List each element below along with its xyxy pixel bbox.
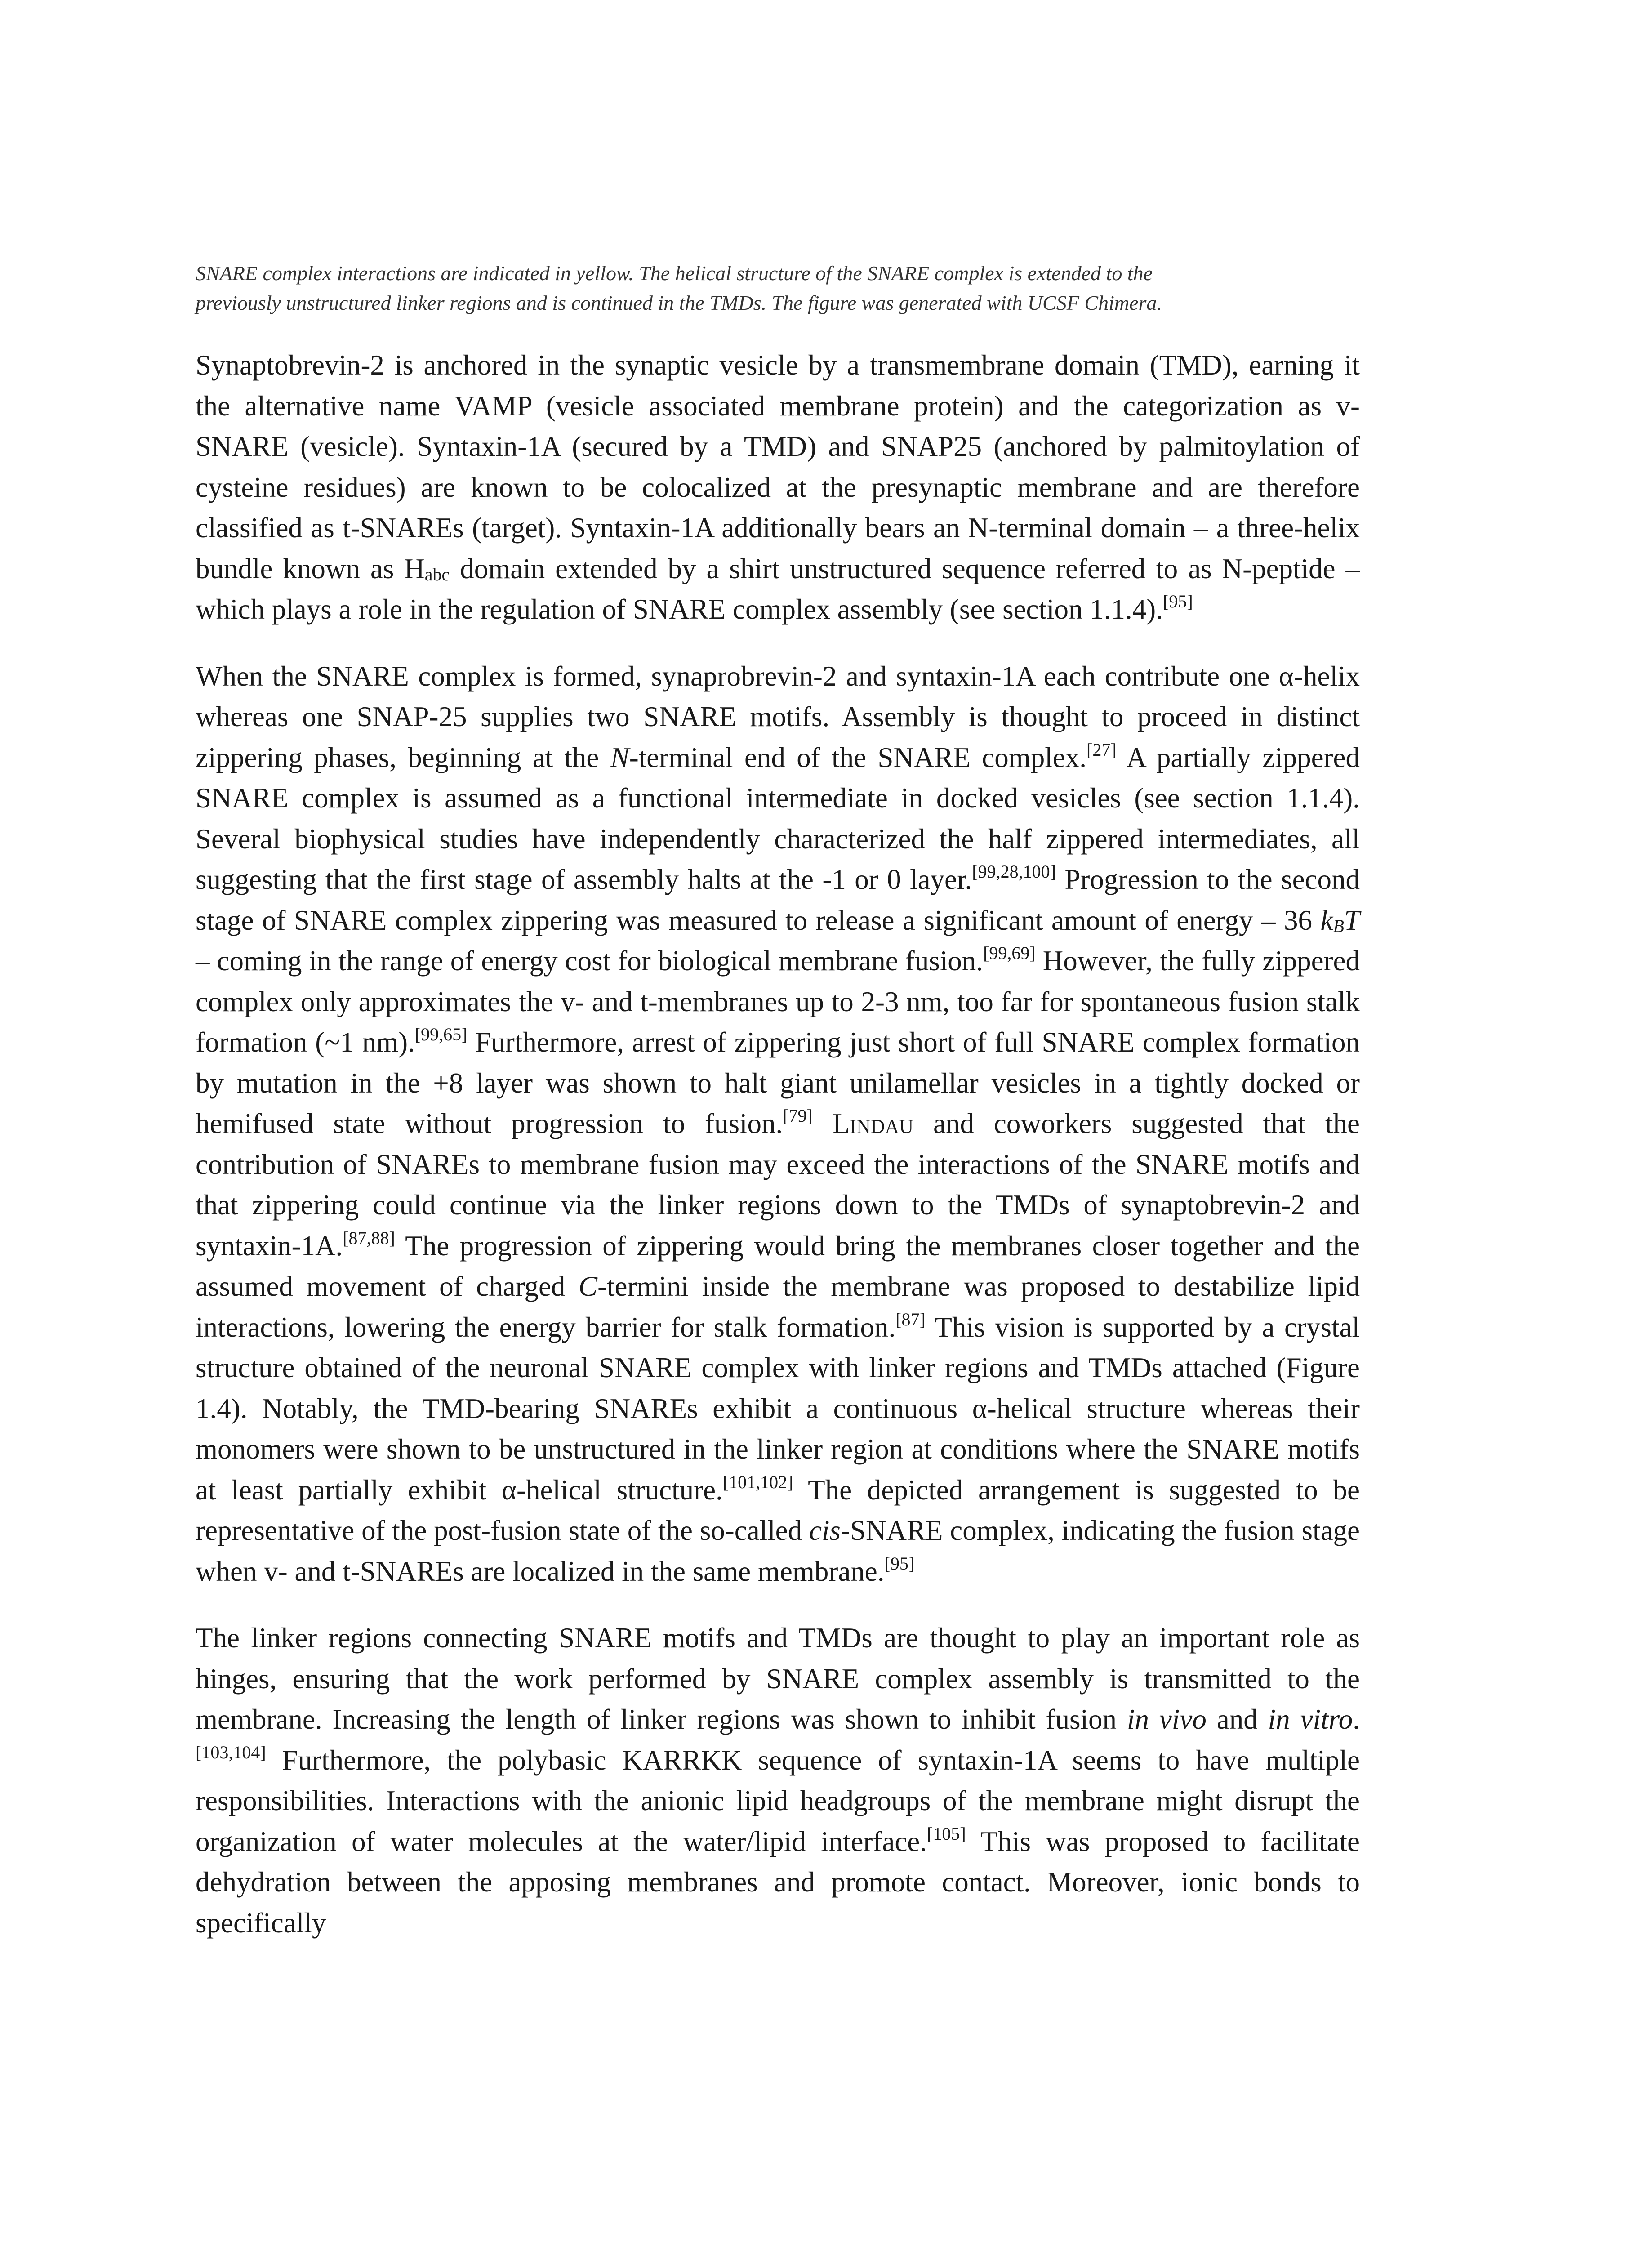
paragraph-linker-regions bbox=[196, 1618, 1360, 1943]
citation: [95] bbox=[884, 1553, 915, 1574]
figure-caption bbox=[196, 259, 1360, 318]
text-run: A partially zippered SNARE complex is assumed as a functional intermediate in docked vesicles (see section 1.1.4). Several biophysical studies have independently characterized the half zippered intermediates, all suggesting that the first stage of assembly halts at the -1 or 0 layer. bbox=[196, 741, 1360, 895]
italic-term: C bbox=[579, 1271, 598, 1302]
page-body bbox=[196, 259, 1360, 1969]
text-run: The linker regions connecting SNARE motifs and TMDs are thought to play an important role as hinges, ensuring that the work performed by SNARE complex assembly is transmitted to the membrane. Increasing the length of linker regions was shown to inhibit fusion bbox=[196, 1622, 1360, 1735]
italic-term: in vivo bbox=[1127, 1704, 1207, 1735]
citation: [103,104] bbox=[196, 1742, 266, 1762]
text-run: When the SNARE complex is formed, synaprobrevin-2 and syntaxin-1A each contribute one α-helix whereas one SNAP-25 supplies two SNARE motifs. Assembly is thought to proceed in distinct zippering phases, beginning at the bbox=[196, 660, 1360, 773]
citation: [99,65] bbox=[414, 1024, 468, 1045]
text-run: The depicted arrangement is suggested to be representative of the post-fusion state of the so-called bbox=[196, 1474, 1360, 1546]
italic-term: cis bbox=[809, 1515, 841, 1546]
text-run: -SNARE complex, indicating the fusion stage when v- and t-SNAREs are localized in the same membrane. bbox=[196, 1515, 1360, 1587]
text-run: and coworkers suggested that the contribution of SNAREs to membrane fusion may exceed the interactions of the SNARE motifs and that zippering could continue via the linker regions down to the TMDs of synaptobrevin-2 and syntaxin-1A. bbox=[196, 1108, 1360, 1262]
paragraph-snare-anchoring bbox=[196, 345, 1360, 630]
text-run bbox=[813, 1108, 833, 1139]
italic-term: N bbox=[610, 741, 629, 773]
text-run: However, the fully zippered complex only approximates the v- and t-membranes up to 2-3 nm, too far for spontaneous fusion stalk formation (~1 nm). bbox=[196, 945, 1360, 1058]
citation: [27] bbox=[1086, 739, 1117, 760]
citation: [99,69] bbox=[983, 943, 1036, 963]
text-run: -termini inside the membrane was proposed to destabilize lipid interactions, lowering the energy barrier for stalk formation. bbox=[196, 1271, 1360, 1343]
subscript-abc: abc bbox=[424, 564, 450, 584]
text-run: Furthermore, arrest of zippering just short of full SNARE complex formation by mutation in the +8 layer was shown to halt giant unilamellar vesicles in a tightly docked or hemifused state without progression to fusion. bbox=[196, 1026, 1360, 1139]
citation: [87,88] bbox=[343, 1227, 395, 1248]
citation: [79] bbox=[783, 1106, 813, 1126]
text-run: The progression of zippering would bring the membranes closer together and the assumed movement of charged bbox=[196, 1230, 1360, 1302]
text-run: This vision is supported by a crystal structure obtained of the neuronal SNARE complex with linker regions and TMDs attached (Figure 1.4). Notably, the TMD-bearing SNAREs exhibit a continuous α-helical structure whereas their monomers were shown to be unstructured in the linker region at conditions where the SNARE motifs at least partially exhibit α-helical structure. bbox=[196, 1311, 1360, 1506]
text-run: -terminal end of the SNARE complex. bbox=[629, 741, 1086, 773]
citation: [101,102] bbox=[722, 1472, 793, 1492]
italic-symbol-k: k bbox=[1320, 904, 1333, 936]
text-run: domain extended by a shirt unstructured sequence referred to as N-peptide – which plays a role in the regulation of SNARE complex assembly (see section 1.1.4). bbox=[196, 553, 1360, 625]
italic-term: in vitro bbox=[1268, 1704, 1353, 1735]
caption-line-2: previously unstructured linker regions and is continued in the TMDs. The figure was generated with UCSF Chimera. bbox=[196, 291, 1162, 314]
text-run: – coming in the range of energy cost for biological membrane fusion. bbox=[196, 945, 984, 977]
citation: [105] bbox=[927, 1823, 966, 1844]
text-run: Synaptobrevin-2 is anchored in the synaptic vesicle by a transmembrane domain (TMD), earning it the alternative name VAMP (vesicle associated membrane protein) and the categorization as v-SNARE (vesicle). Syntaxin-1A (secured by a TMD) and SNAP25 (anchored by palmitoylation of cysteine residues) are known to be colocalized at the presynaptic membrane and are therefore classified as t-SNAREs (target). Syntaxin-1A additionally bears an N-terminal domain – a three-helix bundle known as H bbox=[196, 349, 1360, 584]
citation: [99,28,100] bbox=[972, 861, 1056, 882]
caption-line-1: SNARE complex interactions are indicated in yellow. The helical structure of the SNARE complex is extended to the bbox=[196, 262, 1153, 285]
citation: [95] bbox=[1163, 591, 1193, 612]
text-run: . bbox=[1353, 1704, 1360, 1735]
italic-symbol-b: B bbox=[1333, 915, 1344, 936]
italic-symbol-t: T bbox=[1344, 904, 1360, 936]
citation: [87] bbox=[895, 1309, 926, 1329]
text-run: Progression to the second stage of SNARE complex zippering was measured to release a significant amount of energy – 36 bbox=[196, 864, 1360, 936]
author-name: Lindau bbox=[832, 1108, 914, 1139]
text-run: This was proposed to facilitate dehydration between the apposing membranes and promote contact. Moreover, ionic bonds to specifically bbox=[196, 1825, 1360, 1939]
subscript-b bbox=[1333, 915, 1344, 936]
text-run: and bbox=[1206, 1704, 1268, 1735]
paragraph-snare-zippering bbox=[196, 656, 1360, 1592]
text-run: Furthermore, the polybasic KARRKK sequence of syntaxin-1A seems to have multiple responsibilities. Interactions with the anionic lipid headgroups of the membrane might disrupt the organization of water molecules at the water/lipid interface. bbox=[196, 1744, 1360, 1857]
